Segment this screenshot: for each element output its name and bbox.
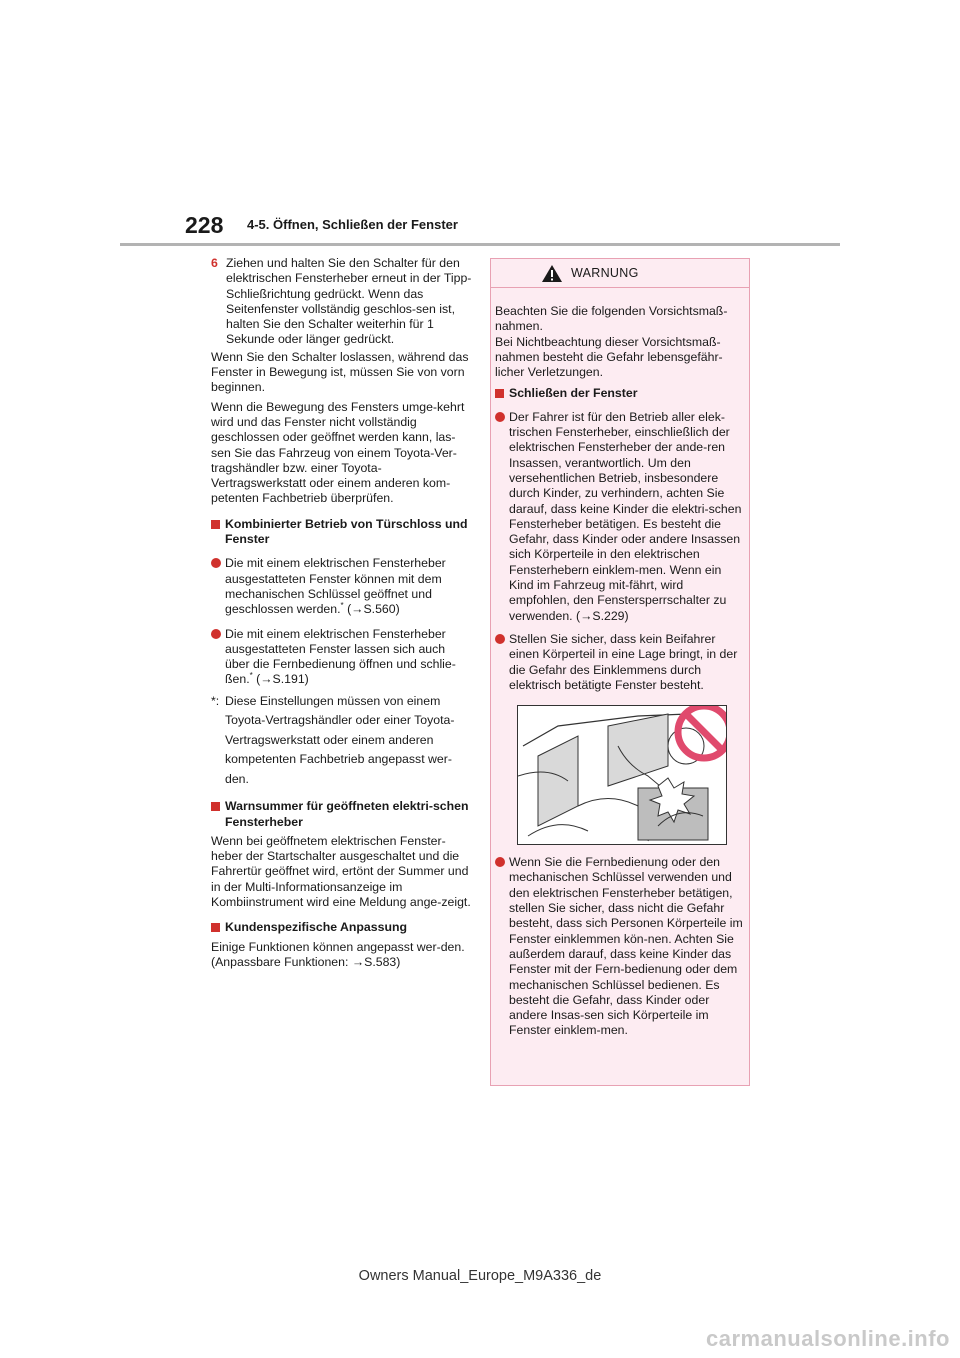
square-bullet-icon <box>211 520 220 529</box>
circle-bullet-icon <box>211 558 221 568</box>
bullet-text: Die mit einem elektrischen Fensterheber ausgestatteten Fenster lassen sich auch über die Fernbedienung öffnen und schlie-ßen. <box>225 626 456 687</box>
footnote <box>211 692 473 790</box>
square-bullet-icon <box>211 923 220 932</box>
paragraph: Bei Nichtbeachtung dieser Vorsichtsmaß-nahmen besteht die Gefahr lebensgefähr-licher Verletzungen. <box>495 334 723 380</box>
warning-body <box>491 288 749 1039</box>
circle-bullet-icon <box>495 857 505 867</box>
circle-bullet-icon <box>211 629 221 639</box>
heading-text: Kundenspezifische Anpassung <box>225 920 407 935</box>
footnote-mark: *: <box>211 693 220 708</box>
left-column <box>211 256 473 974</box>
warning-title: WARNUNG <box>571 266 639 280</box>
bullet-text: Wenn Sie die Fernbedienung oder den mechanischen Schlüssel verwenden und den elektrischen Fensterheber betätigen, stellen Sie sicher, dass nicht die Gefahr besteht, dass sich Personen Körperteile im Fenster einklemmen kön-nen. Achten Sie außerdem darauf, dass keine Kinder das Fenster mit der Fern-bedienung oder dem mechanischen Schlüssel bedienen. Es besteht die Gefahr, dass Kinder oder andere Insas-sen sich Körperteile im Fenster einklem-men. <box>509 855 743 1038</box>
warning-header <box>491 259 749 288</box>
chapter-title: 4-5. Öffnen, Schließen der Fenster <box>247 217 458 232</box>
heading-text: Schließen der Fenster <box>509 386 638 401</box>
section-heading <box>211 799 473 830</box>
paragraph: Wenn bei geöffnetem elektrischen Fenster-heber der Startschalter ausgeschaltet und die Fahrertür geöffnet wird, ertönt der Summer und in der Multi-Informationsanzeige im Kombiinstrument wird eine Meldung ange-zeigt. <box>211 833 471 909</box>
circle-bullet-icon <box>495 634 505 644</box>
step-6 <box>211 256 473 348</box>
square-bullet-icon <box>495 389 504 398</box>
footnote-text: Diese Einstellungen müssen von einem Toyota-Vertragshändler oder einer Toyota-Vertragswerkstatt oder einem anderen kompetenten Fachbetrieb angepasst wer-den. <box>225 693 455 786</box>
paragraph: Einige Funktionen können angepasst wer-den. (Anpassbare Funktionen: →S.583) <box>211 939 465 969</box>
square-bullet-icon <box>211 802 220 811</box>
paragraph: Beachten Sie die folgenden Vorsichtsmaß-nahmen. <box>495 304 728 334</box>
header-rule <box>120 243 840 246</box>
page-reference: (→S.560) <box>343 602 400 617</box>
footer-text: Owners Manual_Europe_M9A336_de <box>358 1268 602 1284</box>
section-heading <box>211 517 473 548</box>
watermark[interactable]: carmanualsonline.info <box>706 1326 950 1351</box>
warning-triangle-icon <box>541 264 563 283</box>
bullet-text: Der Fahrer ist für den Betrieb aller elek-trischen Fensterheber, einschließlich der elektrischen Fensterheber der ande-ren Insassen, verantwortlich. Um den versehentlichen Betrieb, insbesondere durch Kinder, zu verhindern, achten Sie darauf, dass keine Kinder die elektri-schen Fensterheber betätigen. Es besteht die Gefahr, dass Kinder oder andere Insassen sich Körperteile in den elektrischen Fensterhebern einklem-men. Wenn ein Kind im Fahrzeug mit-fährt, wird empfohlen, den Fenstersperrschalter zu verwenden. (→S.229) <box>509 409 742 623</box>
bullet-text: Stellen Sie sicher, dass kein Beifahrer einen Körperteil in eine Lage bringt, in der die Gefahr des Einklemmens durch elektrisch betätigte Fenster besteht. <box>509 631 738 692</box>
bullet-text: Die mit einem elektrischen Fensterheber ausgestatteten Fenster können mit dem mechanischen Schlüssel geöffnet und geschlossen werden. <box>225 556 446 617</box>
car-window-pinch-icon <box>518 706 726 844</box>
heading-text: Warnsummer für geöffneten elektri-schen Fensterheber <box>225 799 469 829</box>
bullet-item <box>211 556 473 617</box>
step-number: 6 <box>211 256 218 270</box>
paragraph: Wenn die Bewegung des Fensters umge-kehrt wird und das Fenster nicht vollständig geschlossen oder geöffnet werden kann, las-sen Sie das Fahrzeug von einem Toyota-Ver-tragshändler bzw. einer Toyota-Vertragswerkstatt oder einem anderen kom-petenten Fachbetrieb überprüfen. <box>211 399 465 506</box>
page-reference: (→S.191) <box>252 672 309 687</box>
bullet-item <box>211 627 473 688</box>
bullet-item <box>495 632 743 693</box>
page-number: 228 <box>185 212 224 238</box>
paragraph: Wenn Sie den Schalter loslassen, während das Fenster in Bewegung ist, müssen Sie von vorn beginnen. <box>211 349 469 395</box>
step-text: Ziehen und halten Sie den Schalter für den elektrischen Fensterheber erneut in der Tipp-Schließrichtung gedrückt. Wenn das Seitenfenster vollständig geschlos-sen ist, halten Sie den Schalter weiterhin für 1 Sekunde oder länger gedrückt. <box>226 256 472 347</box>
heading-text: Kombinierter Betrieb von Türschloss und Fenster <box>225 516 468 547</box>
footnote-marker: * <box>340 601 344 611</box>
warning-box <box>490 258 750 1086</box>
footnote-marker: * <box>249 671 253 681</box>
bullet-item <box>495 855 743 1039</box>
circle-bullet-icon <box>495 412 505 422</box>
bullet-item <box>495 410 743 624</box>
section-heading <box>495 386 743 401</box>
pinch-hazard-illustration <box>517 705 727 845</box>
section-heading <box>211 920 473 935</box>
